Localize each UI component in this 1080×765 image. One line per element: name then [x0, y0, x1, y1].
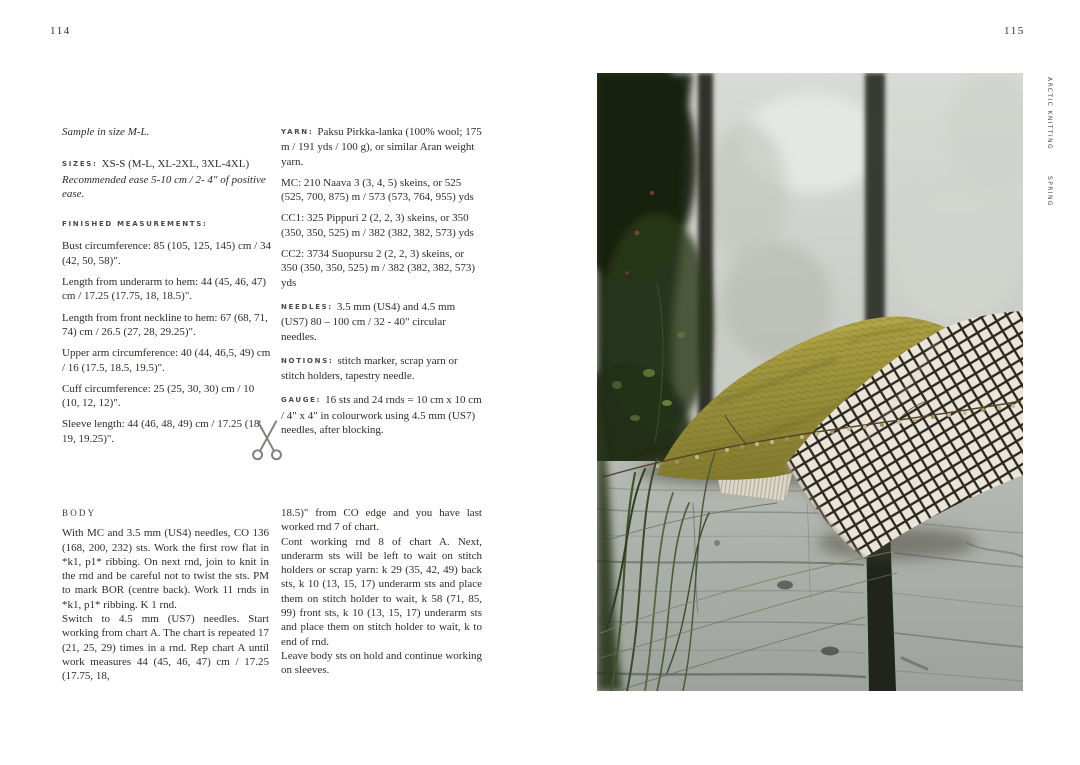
body-paragraph: Switch to 4.5 mm (US7) needles. Start working from chart A. The chart is repeated 17 (21, 25, 29) times in a rnd. Rep chart A until work measures 44 (45, 46, 47) cm / 17.25 (17.75, 18, [62, 613, 269, 683]
measurement-neckline-hem: Length from front neckline to hem: 67 (68, 71, 74) cm / 26.5 (27, 28, 29.25)". [62, 311, 268, 338]
yarn-label: YARN: [281, 128, 314, 136]
sizes-line [62, 157, 272, 172]
yarn-value: Paksu Pirkka-lanka (100% wool; 175 m / 191 yds / 100 g), or similar Aran weight yarn. [281, 126, 482, 168]
page-number-left: 114 [50, 25, 71, 37]
margin-season: SPRING [1046, 176, 1053, 207]
specs-column-left [62, 125, 272, 453]
yarn-mc: MC: 210 Naava 3 (3, 4, 5) skeins, or 525 (525, 700, 875) m / 573 (573, 764, 955) yds [281, 176, 474, 204]
measurement-underarm-hem: Length from underarm to hem: 44 (45, 46, 47) cm / 17.25 (17.75, 18, 18.5)". [62, 276, 267, 303]
notions-label: NOTIONS: [281, 356, 334, 365]
yarn-line [281, 125, 482, 169]
finished-measurements-heading: FINISHED MEASUREMENTS: [62, 220, 208, 229]
sample-note: Sample in size M-L. [62, 126, 150, 138]
margin-title: ARCTIC KNITTING [1046, 77, 1053, 151]
ease-note: Recommended ease 5-10 cm / 2- 4" of positive ease. [62, 173, 266, 200]
measurement-bust: Bust circumference: 85 (105, 125, 145) cm / 34 (42, 50, 58)". [62, 240, 271, 267]
body-paragraph: With MC and 3.5 mm (US4) needles, CO 136 (168, 200, 232) sts. Work the first row flat in *k1, p1* ribbing. On next rnd, join to knit in the rnd and be careful not to twist the sts. PM to mark BOR (centre back). Work 11 rnds in *k1, p1* ribbing. K 1 rnd. [62, 527, 269, 611]
body-paragraph: 18.5)" from CO edge and you have last worked rnd 7 of chart. [281, 507, 482, 534]
needles-line [281, 300, 482, 344]
needles-label: NEEDLES: [281, 302, 333, 311]
body-paragraph: Cont working rnd 8 of chart A. Next, underarm sts will be left to wait on stitch holders or scrap yarn: k 29 (35, 42, 49) back sts, k 10 (13, 15, 17) underarm sts and place them on stitch holder to wait, k 58 (71, 85, 99) front sts, k 10 (13, 15, 17) underarm sts and place them on stitch holder to wait, k to end of rnd. [281, 535, 482, 648]
notions-value: stitch marker, scrap yarn or stitch holders, tapestry needle. [281, 354, 458, 383]
body-column-left [62, 506, 269, 684]
scissors-divider-icon [246, 418, 288, 464]
yarn-cc2: CC2: 3734 Suopursu 2 (2, 2, 3) skeins, or 350 (350, 350, 525) m / 382 (382, 382, 573) yds [281, 248, 476, 289]
knitwear-photo [597, 73, 1023, 691]
measurement-cuff: Cuff circumference: 25 (25, 30, 30) cm / 10 (10, 12, 12)". [62, 382, 255, 410]
sizes-value: XS-S (M-L, XL-2XL, 3XL-4XL) [101, 158, 250, 171]
gauge-line [281, 393, 482, 437]
specs-column-right [281, 125, 482, 444]
body-paragraph: Leave body sts on hold and continue working on sleeves. [281, 649, 482, 677]
body-heading: BODY [62, 508, 97, 518]
yarn-cc1: CC1: 325 Pippuri 2 (2, 2, 3) skeins, or 350 (350, 350, 525) m / 382 (382, 382, 573) yds [281, 212, 474, 239]
needles-value: 3.5 mm (US4) and 4.5 mm (US7) 80 – 100 cm / 32 - 40" circular needles. [281, 300, 456, 343]
body-column-right [281, 506, 482, 678]
page-number-right: 115 [1004, 25, 1025, 37]
measurement-upper-arm: Upper arm circumference: 40 (44, 46,5, 49) cm / 16 (17.5, 18.5, 19.5)". [62, 347, 271, 374]
gauge-value: 16 sts and 24 rnds = 10 cm x 10 cm / 4" x 4" in colourwork using 4.5 mm (US7) needles, after blocking. [281, 394, 482, 437]
measurement-sleeve-length: Sleeve length: 44 (46, 48, 49) cm / 17.25 (18, 19, 19.25)". [62, 418, 263, 445]
notions-line [281, 354, 482, 384]
gauge-label: GAUGE: [281, 396, 322, 405]
sizes-label: SIZES: [62, 160, 98, 169]
